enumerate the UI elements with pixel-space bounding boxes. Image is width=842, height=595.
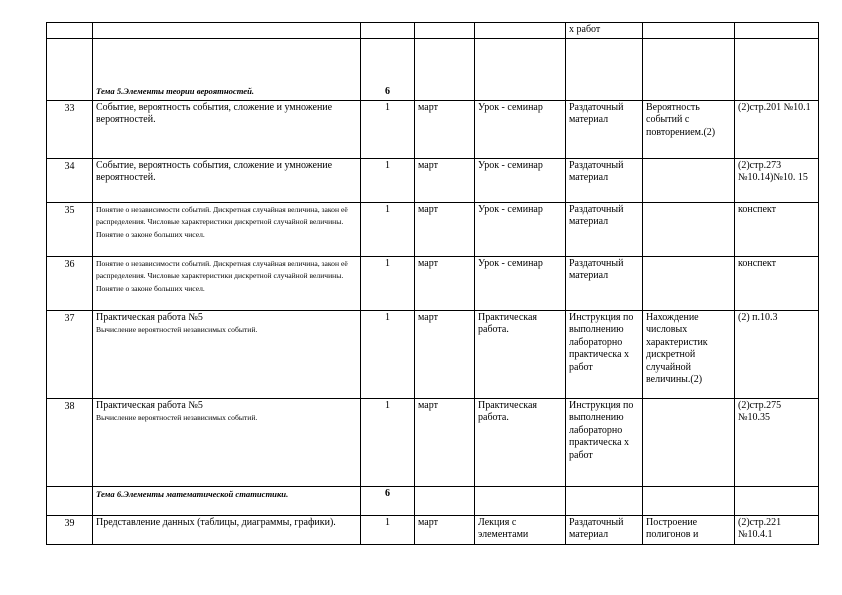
lesson-hours: 1 [361,398,415,486]
lesson-hours: 1 [361,202,415,256]
lesson-topic: Практическая работа №5 [96,399,203,411]
lesson-topic: Понятие о независимости событий. Дискретная случайная величина, закон её распределения. Числовые характеристики дискретной случайной величины. Понятие о законе больших чисел. [93,256,361,310]
lesson-materials: Инструкция по выполнению лабораторно практическа х работ [566,398,643,486]
table-row [47,310,819,398]
lesson-materials: Раздаточный материал [566,202,643,256]
lesson-materials: Раздаточный материал [566,515,643,544]
lesson-type: Практическая работа. [475,398,566,486]
lesson-plan-table [46,22,819,545]
lesson-type: Урок - семинар [475,100,566,158]
lesson-month: март [415,202,475,256]
independent-work [643,202,735,256]
lesson-hours: 1 [361,158,415,202]
lesson-month: март [415,398,475,486]
lesson-type: Урок - семинар [475,202,566,256]
topic-hours: 6 [385,86,390,97]
table-row [47,100,819,158]
lesson-hours: 1 [361,100,415,158]
homework: (2) п.10.3 [735,310,819,398]
topic-row [47,486,819,515]
independent-work: Нахождение числовых характеристик дискретной случайной величины.(2) [643,310,735,398]
lesson-subtopic: Вычисление вероятностей независимых событий. [96,413,258,422]
lesson-materials: Раздаточный материал [566,100,643,158]
lesson-topic: Представление данных (таблицы, диаграммы, графики). [93,515,361,544]
lesson-materials: Раздаточный материал [566,158,643,202]
homework: (2)стр.201 №10.1 [735,100,819,158]
lesson-materials: Инструкция по выполнению лабораторно практическа х работ [566,310,643,398]
homework: конспект [735,202,819,256]
lesson-topic: Практическая работа №5 [96,311,203,323]
homework: (2)стр.273 №10.14)№10. 15 [735,158,819,202]
independent-work [643,158,735,202]
topic-row [47,38,819,100]
lesson-number: 36 [47,256,93,310]
lesson-number: 34 [47,158,93,202]
lesson-number: 35 [47,202,93,256]
table-row [47,202,819,256]
lesson-type: Практическая работа. [475,310,566,398]
lesson-hours: 1 [361,515,415,544]
table-row [47,398,819,486]
independent-work [643,398,735,486]
lesson-number: 38 [47,398,93,486]
lesson-month: март [415,515,475,544]
lesson-hours: 1 [361,310,415,398]
lesson-type: Урок - семинар [475,256,566,310]
lesson-subtopic: Вычисление вероятностей независимых событий. [96,325,258,334]
lesson-type: Урок - семинар [475,158,566,202]
homework: конспект [735,256,819,310]
table-row [47,23,819,39]
lesson-month: март [415,100,475,158]
lesson-number: 37 [47,310,93,398]
lesson-type: Лекция с элементами [475,515,566,544]
table-row [47,515,819,544]
independent-work: Построение полигонов и [643,515,735,544]
lesson-topic: Событие, вероятность события, сложение и умножение вероятностей. [93,100,361,158]
independent-work [643,256,735,310]
homework: (2)стр.275 №10.35 [735,398,819,486]
lesson-month: март [415,310,475,398]
materials-cell: х работ [566,23,643,39]
lesson-number: 39 [47,515,93,544]
lesson-topic: Событие, вероятность события, сложение и умножение вероятностей. [93,158,361,202]
lesson-month: март [415,256,475,310]
table-row [47,256,819,310]
lesson-number: 33 [47,100,93,158]
topic-hours: 6 [385,487,390,499]
lesson-month: март [415,158,475,202]
lesson-materials: Раздаточный материал [566,256,643,310]
independent-work: Вероятность событий с повторением.(2) [643,100,735,158]
topic-title: Тема 5.Элементы теории вероятностей. [96,86,255,96]
topic-title: Тема 6.Элементы математической статистики. [96,488,289,499]
lesson-hours: 1 [361,256,415,310]
lesson-topic: Понятие о независимости событий. Дискретная случайная величина, закон её распределения. Числовые характеристики дискретной случайной величины. Понятие о законе больших чисел. [93,202,361,256]
table-row [47,158,819,202]
homework: (2)стр.221 №10.4.1 [735,515,819,544]
